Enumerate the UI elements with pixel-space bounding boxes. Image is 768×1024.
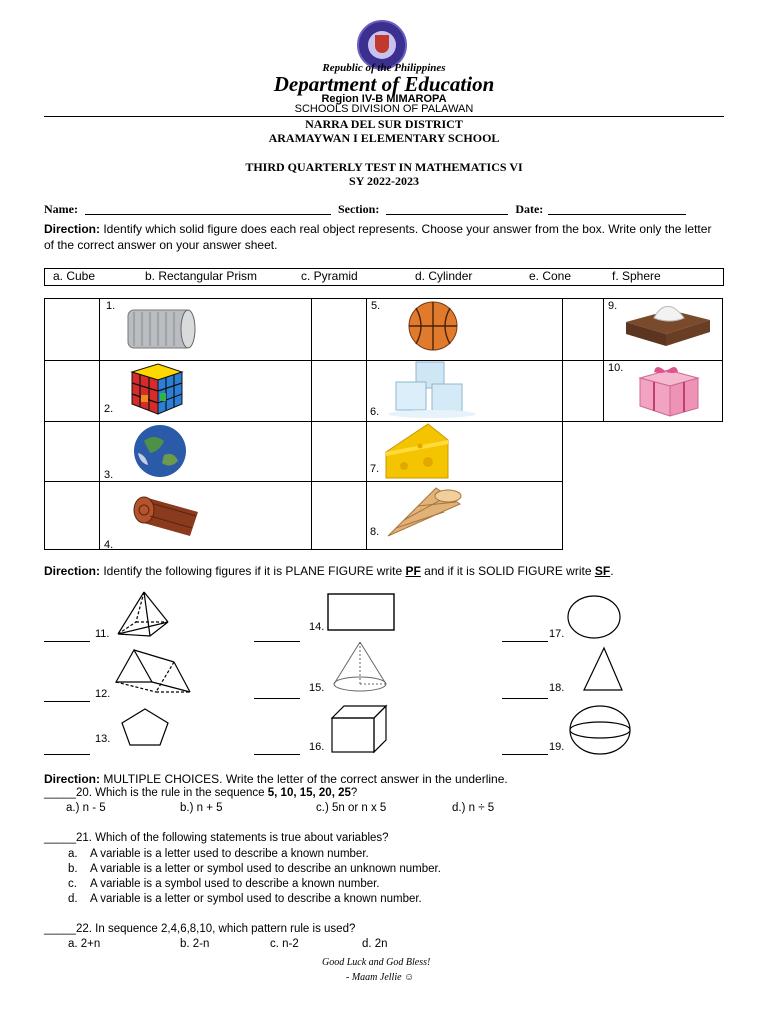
answer-cell-5[interactable]	[311, 298, 367, 361]
question-21: _____21. Which of the following statements is true about variables?	[44, 832, 389, 844]
choice-a: a. Cube	[53, 269, 96, 283]
item-number-10: 10.	[608, 362, 624, 374]
region-line: Region IV-B MIMAROPA	[321, 93, 447, 105]
q20-option-d[interactable]: d.) n ÷ 5	[452, 802, 495, 814]
direction-text-a: Identify the following figures if it is PLANE FIGURE write	[100, 564, 406, 578]
q20-stem-end: ?	[350, 787, 358, 799]
answer-cell-3[interactable]	[44, 421, 100, 482]
item-number-5: 5.	[371, 300, 381, 312]
item-number-3: 3.	[104, 469, 114, 481]
q21-option-b[interactable]: A variable is a letter or symbol used to describe an unknown number.	[90, 863, 441, 875]
answer-blank-12[interactable]	[44, 701, 90, 702]
item-number-11: 11.	[95, 628, 110, 640]
choice-f: f. Sphere	[612, 269, 661, 283]
q22-option-b[interactable]: b. 2-n	[180, 938, 210, 950]
answer-blank-19[interactable]	[502, 754, 548, 755]
section-field[interactable]	[386, 202, 508, 215]
answer-cell-1[interactable]	[44, 298, 100, 361]
item-number-1: 1.	[106, 300, 116, 312]
answer-blank-11[interactable]	[44, 641, 90, 642]
test-title: THIRD QUARTERLY TEST IN MATHEMATICS VI	[245, 160, 523, 174]
q20-option-b[interactable]: b.) n + 5	[180, 802, 223, 814]
q20-option-c[interactable]: c.) 5n or n x 5	[316, 802, 387, 814]
item-number-17: 17.	[549, 628, 565, 640]
part3-direction	[44, 771, 724, 787]
district-line: NARRA DEL SUR DISTRICT	[305, 117, 463, 131]
tissue-box-image	[620, 300, 714, 348]
item-number-13: 13.	[95, 733, 111, 745]
q21-option-c[interactable]: A variable is a symbol used to describe a known number.	[90, 878, 380, 890]
q21-option-c-letter: c.	[68, 878, 77, 890]
answer-cell-7[interactable]	[311, 421, 367, 482]
answer-blank-17[interactable]	[502, 641, 548, 642]
cone-image	[384, 482, 464, 540]
picture-cell-5	[366, 298, 563, 361]
globe-image	[124, 423, 196, 479]
log-image	[132, 490, 208, 542]
pf-term: PF	[405, 564, 421, 578]
date-label: Date:	[515, 202, 544, 216]
q21-option-a[interactable]: A variable is a letter used to describe a known number.	[90, 848, 369, 860]
answer-cell-8[interactable]	[311, 481, 367, 550]
item-number-7: 7.	[370, 463, 380, 475]
direction-label: Direction:	[44, 222, 101, 236]
item-number-19: 19.	[549, 741, 565, 753]
item-number-12: 12.	[95, 688, 111, 700]
sf-term: SF	[594, 564, 611, 578]
part1-direction	[44, 221, 724, 253]
circle-figure	[566, 594, 622, 640]
question-22: _____22. In sequence 2,4,6,8,10, which pattern rule is used?	[44, 923, 356, 935]
item-number-16: 16.	[309, 741, 325, 753]
answer-cell-2[interactable]	[44, 360, 100, 422]
answer-blank-14[interactable]	[254, 641, 300, 642]
choice-b: b. Rectangular Prism	[145, 269, 258, 283]
direction-text-b: and if it is SOLID FIGURE write	[420, 564, 595, 578]
name-field[interactable]	[85, 202, 331, 215]
section-label: Section:	[337, 202, 380, 216]
item-number-6: 6.	[370, 406, 380, 418]
division-line: SCHOOLS DIVISION OF PALAWAN	[294, 103, 474, 115]
part2-direction	[44, 563, 724, 579]
triangle-figure	[582, 646, 626, 694]
answer-cell-9[interactable]	[562, 298, 604, 361]
q20-sequence: 5, 10, 15, 20, 25	[267, 787, 351, 799]
pyramid-figure	[114, 590, 172, 640]
question-20	[44, 787, 357, 799]
q22-option-d[interactable]: d. 2n	[362, 938, 388, 950]
gift-box-image	[636, 360, 702, 418]
name-label: Name:	[44, 202, 78, 216]
answer-cell-10[interactable]	[562, 360, 604, 422]
closing-blessing: Good Luck and God Bless!	[322, 957, 431, 968]
q21-option-a-letter: a.	[68, 848, 78, 860]
q22-option-a[interactable]: a. 2+n	[68, 938, 101, 950]
item-number-9: 9.	[608, 300, 618, 312]
choice-d: d. Cylinder	[415, 269, 473, 283]
choice-c: c. Pyramid	[301, 269, 358, 283]
answer-blank-16[interactable]	[254, 754, 300, 755]
q21-option-b-letter: b.	[68, 863, 78, 875]
q20-stem: _____20. Which is the rule in the sequence	[44, 787, 268, 799]
item-number-18: 18.	[549, 682, 565, 694]
q20-option-a[interactable]: a.) n - 5	[66, 802, 106, 814]
republic-line: Republic of the Philippines	[322, 62, 446, 74]
direction-label: Direction:	[44, 772, 101, 786]
school-year: SY 2022-2023	[349, 174, 419, 188]
direction-text-c: .	[610, 564, 614, 578]
choice-e: e. Cone	[529, 269, 572, 283]
closing-signature: - Maam Jellie ☺	[346, 972, 415, 983]
answer-cell-4[interactable]	[44, 481, 100, 550]
q21-option-d-letter: d.	[68, 893, 78, 905]
student-info-row	[44, 202, 686, 217]
cone-figure	[330, 640, 390, 694]
answer-blank-18[interactable]	[502, 698, 548, 699]
basketball-image	[402, 300, 464, 352]
direction-label: Direction:	[44, 564, 101, 578]
q21-option-d[interactable]: A variable is a letter or symbol used to describe a known number.	[90, 893, 422, 905]
answer-choice-box	[44, 268, 724, 286]
item-number-14: 14.	[309, 621, 325, 633]
answer-cell-6[interactable]	[311, 360, 367, 422]
sphere-figure	[568, 704, 632, 756]
school-line: ARAMAYWAN I ELEMENTARY SCHOOL	[268, 131, 500, 145]
item-number-4: 4.	[104, 539, 114, 551]
rubiks-cube-image	[128, 362, 186, 416]
answer-blank-13[interactable]	[44, 754, 90, 755]
direction-text: Identify which solid figure does each real object represents. Choose your answer from the box. Write only the letter of the correct answer on your answer sheet.	[44, 222, 712, 252]
rectangle-figure	[326, 592, 398, 634]
pentagon-figure	[118, 707, 172, 747]
triangular-prism-figure	[112, 646, 192, 696]
ice-cubes-image	[386, 360, 478, 418]
item-number-2: 2.	[104, 403, 114, 415]
date-field[interactable]	[548, 202, 686, 215]
answer-blank-15[interactable]	[254, 698, 300, 699]
direction-text: MULTIPLE CHOICES. Write the letter of the correct answer in the underline.	[100, 772, 508, 786]
cheese-image	[384, 422, 450, 480]
item-number-8: 8.	[370, 526, 380, 538]
item-number-15: 15.	[309, 682, 325, 694]
q22-option-c[interactable]: c. n-2	[270, 938, 299, 950]
department-title: Department of Education	[273, 72, 495, 96]
can-image	[124, 306, 198, 352]
cube-figure	[330, 704, 390, 754]
